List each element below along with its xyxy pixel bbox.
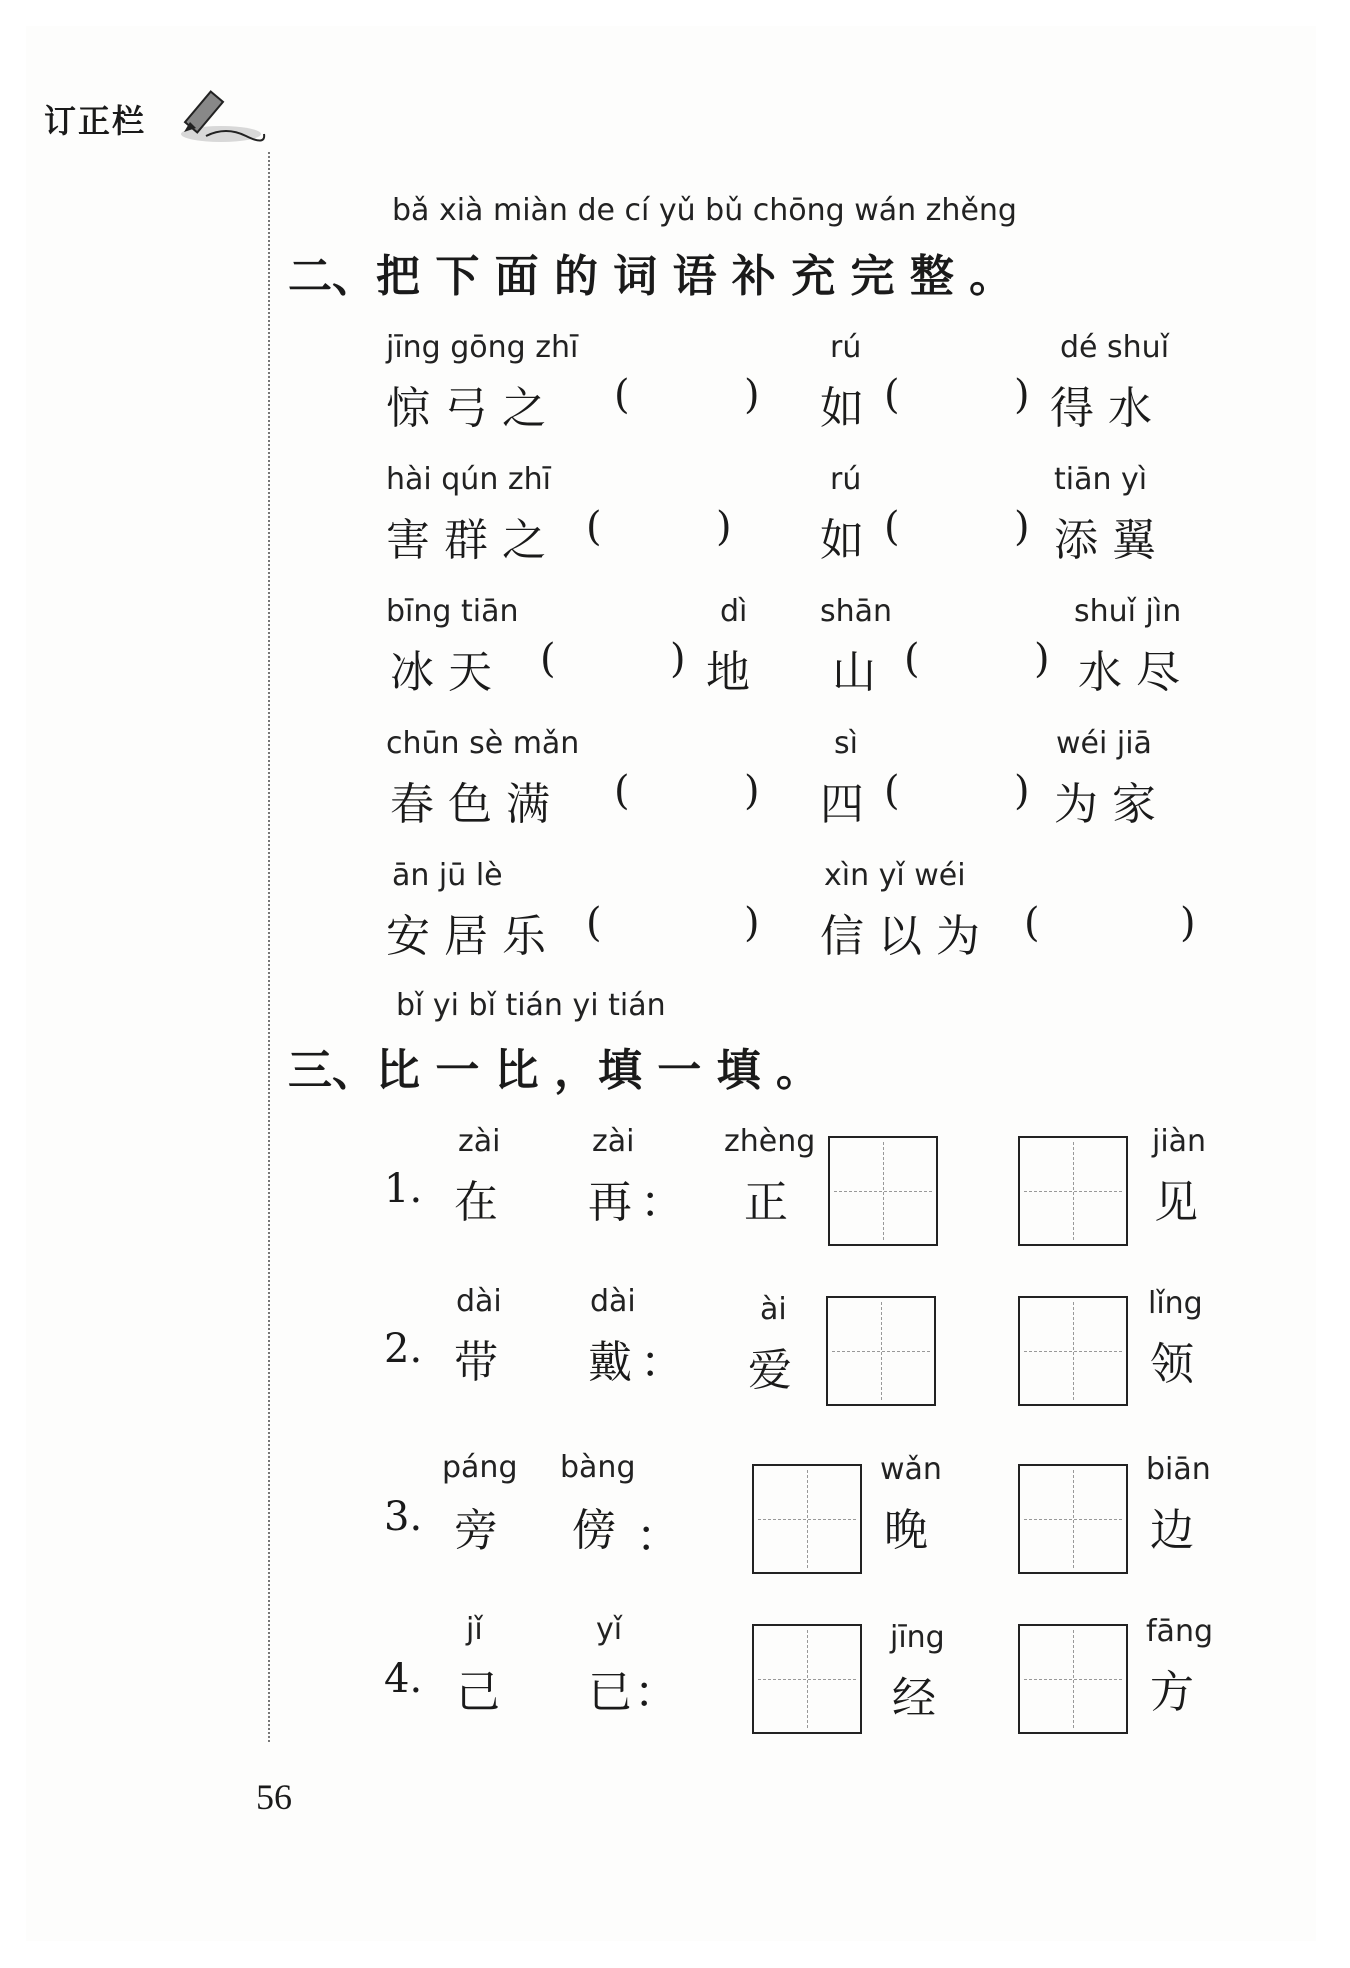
s2-r2-text-1: 害 群 之 (386, 515, 546, 566)
s3-item3-word1-pinyin: wǎn (880, 1452, 942, 1487)
s2-r4-pinyin-2: sì (834, 726, 858, 761)
s2-r1-blank-open: ( (614, 372, 630, 418)
s2-r2-blank-close: ) (716, 504, 732, 550)
s2-r2-text-2: 如 (820, 515, 864, 566)
s3-item3-number: 3. (384, 1494, 423, 1540)
s3-item1-word1-char: 正 (744, 1177, 788, 1228)
margin-divider (268, 152, 270, 1742)
s2-r1-pinyin-1: jīng gōng zhī (386, 330, 579, 365)
s2-r3-text-4: 水 尽 (1078, 647, 1180, 698)
s3-item4-word1-char: 经 (892, 1673, 936, 1724)
s3-item3-word2-char: 边 (1150, 1505, 1194, 1556)
s3-item3-pinyin-2: bàng (560, 1450, 636, 1485)
s2-r1-text-3: 得 水 (1050, 383, 1152, 434)
s2-r3-pinyin-4: shuǐ jìn (1074, 594, 1182, 629)
page-number: 56 (256, 1777, 292, 1817)
s2-r5-text-1: 安 居 乐 (386, 911, 546, 962)
s2-r5-pinyin-2: xìn yǐ wéi (824, 858, 966, 893)
s3-item3-char-1: 旁 (454, 1505, 498, 1556)
s3-item4-char-2: 已 (588, 1667, 632, 1718)
s2-r3-pinyin-2: dì (720, 594, 748, 629)
s3-item1-pinyin-1: zài (458, 1124, 501, 1159)
s3-item3-answer-box-1[interactable] (752, 1464, 862, 1574)
s2-r1-pinyin-3: dé shuǐ (1060, 330, 1170, 365)
s3-item4-pinyin-1: jǐ (466, 1612, 483, 1647)
s2-r1-text-1: 惊 弓 之 (386, 383, 546, 434)
s2-r5-pinyin-1: ān jū lè (392, 858, 503, 893)
s3-item2-answer-box-2[interactable] (1018, 1296, 1128, 1406)
s2-r3-blank2-close: ) (1034, 636, 1050, 682)
s2-r3-text-2: 地 (706, 647, 750, 698)
s3-item2-word2-char: 领 (1150, 1339, 1194, 1390)
s3-item1-word2-pinyin: jiàn (1152, 1124, 1207, 1159)
s2-r4-pinyin-1: chūn sè mǎn (386, 726, 580, 761)
s2-r4-text-2: 四 (820, 779, 864, 830)
s2-r3-blank-open: ( (540, 636, 556, 682)
s2-r2-text-3: 添 翼 (1054, 515, 1156, 566)
correction-column-label: 订正栏 (44, 102, 147, 140)
s3-item3-pinyin-1: páng (442, 1450, 518, 1485)
s2-r2-blank2-close: ) (1014, 504, 1030, 550)
s2-r1-blank-close: ) (744, 372, 760, 418)
s3-item3-char-2: 傍 (572, 1505, 616, 1556)
s3-item4-word2-pinyin: fāng (1146, 1614, 1214, 1649)
s3-item3-answer-box-2[interactable] (1018, 1464, 1128, 1574)
s3-item2-char-1: 带 (454, 1337, 498, 1388)
s3-item4-pinyin-2: yǐ (596, 1612, 623, 1647)
s3-item1-word2-char: 见 (1154, 1177, 1198, 1228)
s3-item1-answer-box-1[interactable] (828, 1136, 938, 1246)
s3-item4-answer-box-2[interactable] (1018, 1624, 1128, 1734)
s3-item1-number: 1. (384, 1166, 423, 1212)
s2-r3-pinyin-1: bīng tiān (386, 594, 519, 629)
s2-r1-blank2-close: ) (1014, 372, 1030, 418)
s2-r1-pinyin-2: rú (830, 330, 862, 365)
section2-heading: 二、把 下 面 的 词 语 补 充 完 整 。 (288, 251, 1014, 302)
s2-r4-blank2-open: ( (884, 768, 900, 814)
s2-r5-blank2-open: ( (1024, 900, 1040, 946)
s2-r3-blank-close: ) (670, 636, 686, 682)
s3-item1-answer-box-2[interactable] (1018, 1136, 1128, 1246)
s3-item2-answer-box-1[interactable] (826, 1296, 936, 1406)
s2-r4-text-3: 为 家 (1054, 779, 1156, 830)
s3-item1-char-1: 在 (454, 1177, 498, 1228)
s3-item4-char-1: 己 (456, 1667, 500, 1718)
s2-r4-blank-open: ( (614, 768, 630, 814)
s2-r3-text-3: 山 (832, 647, 876, 698)
section3-heading: 三、比 一 比 ，填 一 填 。 (288, 1045, 820, 1096)
s3-item2-number: 2. (384, 1326, 423, 1372)
s2-r4-text-1: 春 色 满 (390, 779, 550, 830)
s3-item2-colon: ： (640, 1337, 684, 1388)
s2-r2-pinyin-1: hài qún zhī (386, 462, 551, 497)
s3-item1-char-2: 再 (588, 1177, 632, 1228)
s3-item4-colon: ： (634, 1667, 678, 1718)
s2-r3-pinyin-3: shān (820, 594, 893, 629)
s2-r5-text-2: 信 以 为 (820, 911, 980, 962)
s3-item3-word1-char: 晚 (884, 1505, 928, 1556)
section3-pinyin: bǐ yi bǐ tián yi tián (396, 988, 666, 1023)
s2-r2-pinyin-3: tiān yì (1054, 462, 1148, 497)
s2-r4-blank-close: ) (744, 768, 760, 814)
s3-item4-answer-box-1[interactable] (752, 1624, 862, 1734)
s2-r1-text-2: 如 (820, 383, 864, 434)
s2-r5-blank2-close: ) (1180, 900, 1196, 946)
s2-r2-blank-open: ( (586, 504, 602, 550)
s2-r4-blank2-close: ) (1014, 768, 1030, 814)
pencil-icon (176, 82, 266, 146)
s3-item1-pinyin-2: zài (592, 1124, 635, 1159)
s2-r1-blank2-open: ( (884, 372, 900, 418)
s3-item4-word1-pinyin: jīng (890, 1620, 945, 1655)
s2-r3-text-1: 冰 天 (390, 647, 492, 698)
s2-r3-blank2-open: ( (904, 636, 920, 682)
s3-item2-pinyin-1: dài (456, 1284, 502, 1319)
s3-item2-word1-pinyin: ài (760, 1292, 787, 1327)
s3-item2-char-2: 戴 (588, 1337, 632, 1388)
s2-r4-pinyin-3: wéi jiā (1056, 726, 1152, 761)
s2-r2-blank2-open: ( (884, 504, 900, 550)
s3-item2-word1-char: 爱 (748, 1345, 792, 1396)
s2-r5-blank-close: ) (744, 900, 760, 946)
s3-item3-word2-pinyin: biān (1146, 1452, 1211, 1487)
s3-item4-word2-char: 方 (1150, 1667, 1194, 1718)
s2-r2-pinyin-2: rú (830, 462, 862, 497)
s3-item1-word1-pinyin: zhèng (724, 1124, 816, 1159)
s3-item2-pinyin-2: dài (590, 1284, 636, 1319)
s3-item3-colon: ： (636, 1511, 680, 1562)
s2-r5-blank-open: ( (586, 900, 602, 946)
section2-pinyin: bǎ xià miàn de cí yǔ bǔ chōng wán zhěng (392, 193, 1017, 228)
s3-item2-word2-pinyin: lǐng (1148, 1286, 1203, 1321)
s3-item4-number: 4. (384, 1656, 423, 1702)
s3-item1-colon: ： (640, 1177, 684, 1228)
